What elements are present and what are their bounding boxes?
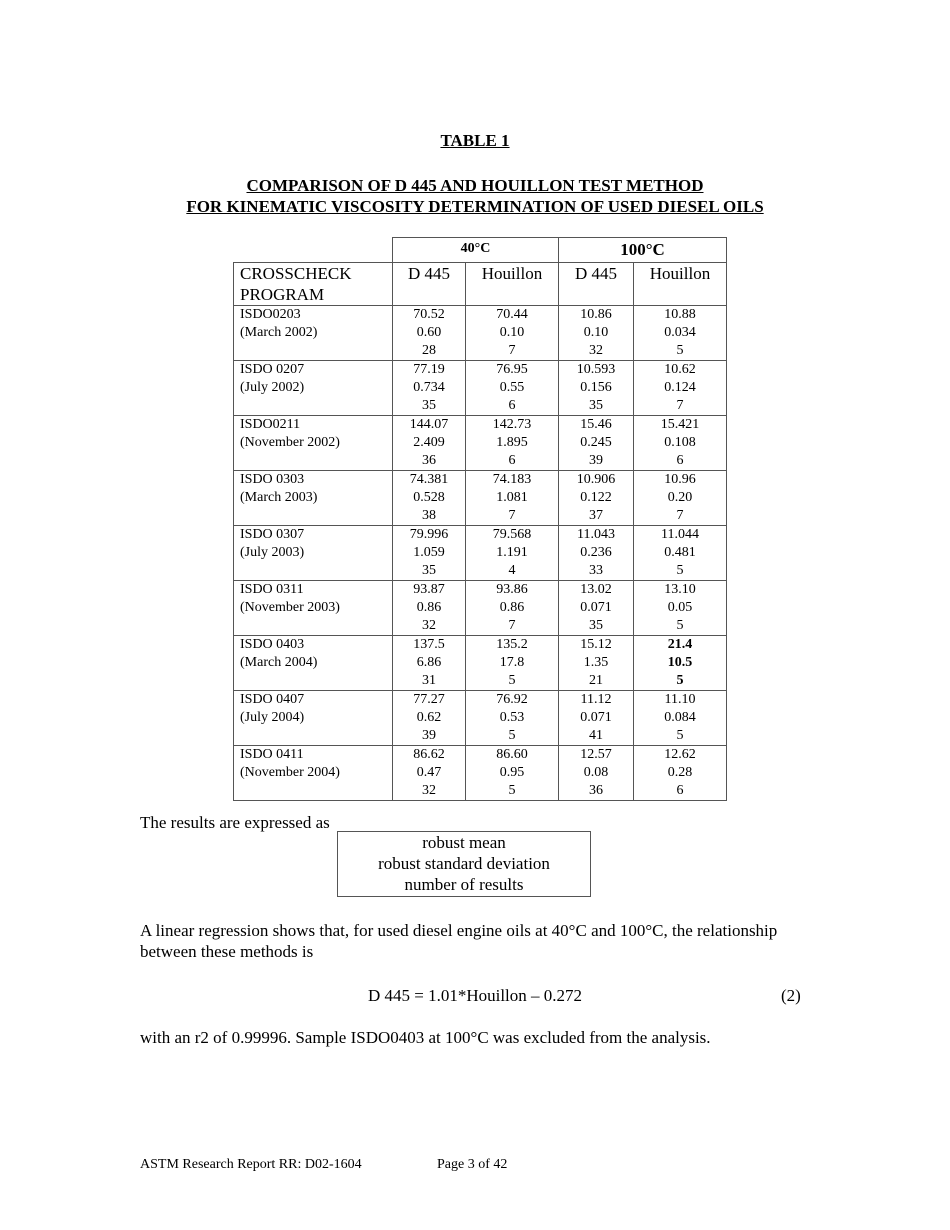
result-count: 39 bbox=[589, 453, 603, 468]
table-row bbox=[234, 361, 727, 416]
table-title: TABLE 1 bbox=[440, 131, 510, 150]
result-count: 32 bbox=[422, 783, 436, 798]
houillon-100-cell bbox=[634, 416, 727, 471]
robust-mean: 70.44 bbox=[496, 307, 528, 322]
result-count: 35 bbox=[422, 563, 436, 578]
houillon-40-cell bbox=[466, 636, 559, 691]
houillon-100-cell bbox=[634, 526, 727, 581]
robust-sd: 10.5 bbox=[667, 655, 693, 670]
result-count: 36 bbox=[422, 453, 436, 468]
program-date: (July 2002) bbox=[240, 380, 305, 395]
legend-line-count: number of results bbox=[404, 875, 524, 894]
program-id: ISDO 0307 bbox=[240, 527, 305, 542]
houillon-40-cell bbox=[466, 361, 559, 416]
robust-sd: 0.10 bbox=[583, 325, 609, 340]
robust-mean: 10.86 bbox=[580, 307, 612, 322]
program-id: ISDO 0411 bbox=[240, 747, 304, 762]
result-count: 5 bbox=[676, 343, 684, 358]
result-count: 7 bbox=[508, 508, 516, 523]
robust-mean: 77.27 bbox=[413, 692, 445, 707]
result-count: 33 bbox=[589, 563, 603, 578]
robust-sd: 0.245 bbox=[580, 435, 612, 450]
result-count: 35 bbox=[589, 618, 603, 633]
equation-number: (2) bbox=[781, 986, 801, 1005]
result-count: 39 bbox=[422, 728, 436, 743]
houillon-100-cell bbox=[634, 361, 727, 416]
program-cell bbox=[234, 636, 393, 691]
result-count: 21 bbox=[589, 673, 603, 688]
program-id: ISDO0211 bbox=[240, 417, 301, 432]
robust-mean: 74.381 bbox=[409, 472, 449, 487]
table-row bbox=[234, 471, 727, 526]
program-cell bbox=[234, 361, 393, 416]
legend-line-sd: robust standard deviation bbox=[378, 854, 550, 873]
robust-mean: 93.87 bbox=[413, 582, 445, 597]
program-cell bbox=[234, 581, 393, 636]
header-d445-100: D 445 bbox=[559, 263, 634, 306]
robust-mean: 11.043 bbox=[577, 527, 615, 542]
d445-40-cell bbox=[393, 526, 466, 581]
robust-sd: 1.191 bbox=[496, 545, 528, 560]
d445-40-cell bbox=[393, 471, 466, 526]
program-cell bbox=[234, 526, 393, 581]
table-row bbox=[234, 691, 727, 746]
robust-mean: 70.52 bbox=[413, 307, 445, 322]
viscosity-comparison-table bbox=[233, 237, 727, 801]
program-cell bbox=[234, 416, 393, 471]
d445-100-cell bbox=[559, 306, 634, 361]
robust-mean: 135.2 bbox=[496, 637, 528, 652]
robust-mean: 76.95 bbox=[496, 362, 528, 377]
robust-mean: 86.62 bbox=[413, 747, 445, 762]
robust-mean: 11.12 bbox=[580, 692, 612, 707]
result-count: 6 bbox=[508, 398, 516, 413]
result-count: 35 bbox=[422, 398, 436, 413]
houillon-100-cell bbox=[634, 691, 727, 746]
subtitle-line-2: FOR KINEMATIC VISCOSITY DETERMINATION OF USED DIESEL OILS bbox=[186, 197, 764, 216]
regression-equation: D 445 = 1.01*Houillon – 0.272 bbox=[367, 986, 583, 1005]
table-row bbox=[234, 636, 727, 691]
program-id: ISDO 0311 bbox=[240, 582, 304, 597]
robust-mean: 10.906 bbox=[576, 472, 616, 487]
houillon-40-cell bbox=[466, 526, 559, 581]
result-count: 31 bbox=[422, 673, 436, 688]
robust-mean: 10.62 bbox=[664, 362, 696, 377]
table-row bbox=[234, 526, 727, 581]
robust-sd: 0.084 bbox=[664, 710, 696, 725]
result-count: 7 bbox=[508, 618, 516, 633]
d445-100-cell bbox=[559, 416, 634, 471]
robust-mean: 13.02 bbox=[580, 582, 612, 597]
robust-mean: 79.996 bbox=[409, 527, 449, 542]
robust-mean: 21.4 bbox=[667, 637, 693, 652]
temp-100-header: 100°C bbox=[559, 238, 727, 263]
robust-sd: 1.895 bbox=[496, 435, 528, 450]
houillon-40-cell bbox=[466, 691, 559, 746]
program-cell bbox=[234, 471, 393, 526]
legend-box bbox=[337, 831, 591, 897]
d445-100-cell bbox=[559, 526, 634, 581]
d445-100-cell bbox=[559, 636, 634, 691]
table-subtitle bbox=[0, 175, 950, 217]
temperature-header-row bbox=[234, 238, 727, 263]
program-cell bbox=[234, 746, 393, 801]
robust-mean: 15.46 bbox=[580, 417, 612, 432]
program-date: (March 2003) bbox=[240, 490, 318, 505]
houillon-40-cell bbox=[466, 416, 559, 471]
result-count: 41 bbox=[589, 728, 603, 743]
robust-mean: 77.19 bbox=[413, 362, 445, 377]
legend-line-mean: robust mean bbox=[422, 833, 506, 852]
program-date: (July 2003) bbox=[240, 545, 305, 560]
robust-sd: 0.28 bbox=[667, 765, 693, 780]
d445-40-cell bbox=[393, 416, 466, 471]
robust-sd: 0.05 bbox=[667, 600, 693, 615]
houillon-100-cell bbox=[634, 471, 727, 526]
footer-report-id: ASTM Research Report RR: D02-1604 bbox=[140, 1157, 362, 1172]
robust-mean: 10.96 bbox=[664, 472, 696, 487]
result-count: 5 bbox=[676, 618, 684, 633]
robust-sd: 1.081 bbox=[496, 490, 528, 505]
program-id: ISDO 0407 bbox=[240, 692, 305, 707]
robust-sd: 0.034 bbox=[664, 325, 696, 340]
robust-mean: 12.62 bbox=[664, 747, 696, 762]
robust-mean: 74.183 bbox=[492, 472, 532, 487]
robust-mean: 79.568 bbox=[492, 527, 532, 542]
houillon-100-cell bbox=[634, 306, 727, 361]
result-count: 32 bbox=[589, 343, 603, 358]
header-houillon-100: Houillon bbox=[634, 263, 727, 306]
robust-sd: 0.071 bbox=[580, 600, 612, 615]
empty-corner-cell bbox=[234, 238, 393, 263]
result-count: 4 bbox=[508, 563, 516, 578]
robust-sd: 0.156 bbox=[580, 380, 612, 395]
houillon-40-cell bbox=[466, 581, 559, 636]
d445-100-cell bbox=[559, 581, 634, 636]
result-count: 5 bbox=[508, 728, 516, 743]
result-count: 5 bbox=[676, 728, 684, 743]
result-count: 5 bbox=[508, 783, 516, 798]
robust-sd: 0.108 bbox=[664, 435, 696, 450]
houillon-40-cell bbox=[466, 306, 559, 361]
program-id: ISDO 0207 bbox=[240, 362, 305, 377]
robust-sd: 0.10 bbox=[499, 325, 525, 340]
result-count: 5 bbox=[676, 563, 684, 578]
d445-40-cell bbox=[393, 306, 466, 361]
d445-40-cell bbox=[393, 746, 466, 801]
result-count: 28 bbox=[422, 343, 436, 358]
result-count: 6 bbox=[676, 453, 684, 468]
table-row bbox=[234, 416, 727, 471]
footer-page-number: Page 3 of 42 bbox=[437, 1157, 508, 1172]
robust-mean: 11.10 bbox=[664, 692, 696, 707]
result-count: 6 bbox=[676, 783, 684, 798]
robust-sd: 0.20 bbox=[667, 490, 693, 505]
result-count: 35 bbox=[589, 398, 603, 413]
program-date: (March 2004) bbox=[240, 655, 318, 670]
temp-40-header: 40°C bbox=[393, 238, 559, 263]
robust-mean: 13.10 bbox=[664, 582, 696, 597]
robust-sd: 0.86 bbox=[416, 600, 442, 615]
header-program: CROSSCHECK PROGRAM bbox=[234, 263, 393, 306]
robust-mean: 10.593 bbox=[576, 362, 616, 377]
table-row bbox=[234, 306, 727, 361]
d445-40-cell bbox=[393, 581, 466, 636]
program-date: (November 2003) bbox=[240, 600, 340, 615]
houillon-100-cell bbox=[634, 746, 727, 801]
robust-mean: 137.5 bbox=[413, 637, 445, 652]
result-count: 36 bbox=[589, 783, 603, 798]
result-count: 7 bbox=[676, 398, 684, 413]
result-count: 7 bbox=[508, 343, 516, 358]
d445-40-cell bbox=[393, 636, 466, 691]
robust-sd: 0.95 bbox=[499, 765, 525, 780]
robust-mean: 93.86 bbox=[496, 582, 528, 597]
program-date: (November 2002) bbox=[240, 435, 340, 450]
program-date: (November 2004) bbox=[240, 765, 340, 780]
robust-mean: 86.60 bbox=[496, 747, 528, 762]
table-body bbox=[234, 306, 727, 801]
program-id: ISDO 0403 bbox=[240, 637, 305, 652]
houillon-100-cell bbox=[634, 581, 727, 636]
robust-mean: 76.92 bbox=[496, 692, 528, 707]
d445-40-cell bbox=[393, 691, 466, 746]
result-count: 32 bbox=[422, 618, 436, 633]
program-id: ISDO0203 bbox=[240, 307, 301, 322]
header-houillon-40: Houillon bbox=[466, 263, 559, 306]
robust-sd: 0.124 bbox=[664, 380, 696, 395]
robust-sd: 0.62 bbox=[416, 710, 442, 725]
subtitle-line-1: COMPARISON OF D 445 AND HOUILLON TEST METHOD bbox=[246, 176, 704, 195]
d445-100-cell bbox=[559, 746, 634, 801]
d445-100-cell bbox=[559, 691, 634, 746]
program-id: ISDO 0303 bbox=[240, 472, 305, 487]
robust-sd: 1.059 bbox=[413, 545, 445, 560]
robust-sd: 0.53 bbox=[499, 710, 525, 725]
robust-sd: 0.734 bbox=[413, 380, 445, 395]
result-count: 38 bbox=[422, 508, 436, 523]
robust-sd: 0.55 bbox=[499, 380, 525, 395]
robust-sd: 0.122 bbox=[580, 490, 612, 505]
robust-mean: 144.07 bbox=[409, 417, 449, 432]
result-count: 6 bbox=[508, 453, 516, 468]
d445-100-cell bbox=[559, 361, 634, 416]
program-cell bbox=[234, 306, 393, 361]
robust-sd: 0.481 bbox=[664, 545, 696, 560]
robust-mean: 142.73 bbox=[492, 417, 532, 432]
robust-sd: 0.08 bbox=[583, 765, 609, 780]
robust-mean: 10.88 bbox=[664, 307, 696, 322]
robust-sd: 0.528 bbox=[413, 490, 445, 505]
r2-paragraph: with an r2 of 0.99996. Sample ISDO0403 at 100°C was excluded from the analysis. bbox=[140, 1028, 711, 1047]
robust-sd: 6.86 bbox=[416, 655, 442, 670]
robust-sd: 0.236 bbox=[580, 545, 612, 560]
houillon-40-cell bbox=[466, 746, 559, 801]
result-count: 7 bbox=[676, 508, 684, 523]
program-cell bbox=[234, 691, 393, 746]
robust-mean: 11.044 bbox=[661, 527, 699, 542]
d445-100-cell bbox=[559, 471, 634, 526]
d445-40-cell bbox=[393, 361, 466, 416]
robust-mean: 15.421 bbox=[660, 417, 700, 432]
column-header-row bbox=[234, 263, 727, 306]
results-intro-text: The results are expressed as bbox=[140, 813, 330, 832]
robust-sd: 0.071 bbox=[580, 710, 612, 725]
robust-sd: 2.409 bbox=[413, 435, 445, 450]
table-row bbox=[234, 746, 727, 801]
robust-sd: 0.86 bbox=[499, 600, 525, 615]
robust-mean: 15.12 bbox=[580, 637, 612, 652]
result-count: 5 bbox=[676, 673, 684, 688]
robust-sd: 1.35 bbox=[583, 655, 609, 670]
header-d445-40: D 445 bbox=[393, 263, 466, 306]
houillon-40-cell bbox=[466, 471, 559, 526]
regression-paragraph: A linear regression shows that, for used diesel engine oils at 40°C and 100°C, the relationship between these methods is bbox=[140, 921, 778, 961]
result-count: 37 bbox=[589, 508, 603, 523]
table-row bbox=[234, 581, 727, 636]
houillon-100-cell bbox=[634, 636, 727, 691]
robust-sd: 0.47 bbox=[416, 765, 442, 780]
result-count: 5 bbox=[508, 673, 516, 688]
program-date: (March 2002) bbox=[240, 325, 318, 340]
robust-sd: 17.8 bbox=[499, 655, 525, 670]
robust-mean: 12.57 bbox=[580, 747, 612, 762]
robust-sd: 0.60 bbox=[416, 325, 442, 340]
program-date: (July 2004) bbox=[240, 710, 305, 725]
